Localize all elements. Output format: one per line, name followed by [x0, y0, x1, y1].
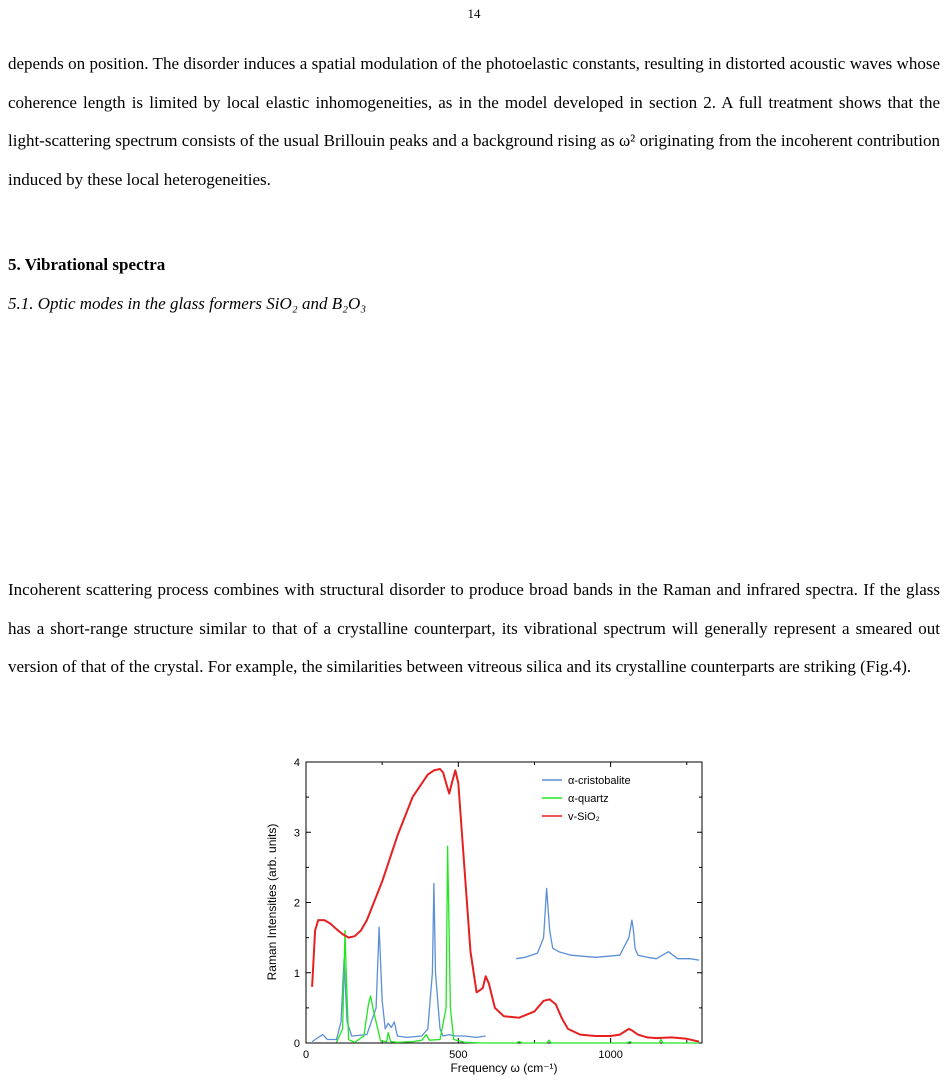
legend-label: α-cristobalite	[568, 775, 631, 787]
axis-ticks	[294, 757, 702, 1061]
plot-frame	[306, 762, 702, 1043]
legend	[542, 775, 631, 823]
series-line-1	[312, 884, 699, 1042]
raman-spectra-figure	[262, 750, 722, 1092]
section-heading: 5. Vibrational spectra	[8, 255, 166, 274]
y-tick-label: 1	[293, 967, 300, 980]
series-layer	[312, 769, 699, 1043]
y-axis-label: Raman Intensities (arb. units)	[265, 823, 279, 981]
x-tick-label: 500	[449, 1049, 468, 1061]
legend-label: v-SiO₂	[568, 811, 600, 823]
y-tick-label: 2	[293, 897, 300, 910]
page-number: 14	[467, 6, 481, 21]
body-paragraph-2: Incoherent scattering process combines with structural disorder to produce broad bands in the Raman and infrared spectra. If the glass has a short-range structure similar to that of a crystalline counterpart, its vibrational spectrum will generally represent a smeared out version of that of the crystal. For example, the similarities between vitreous silica and its crystalline counterparts are striking (Fig.4).	[8, 580, 940, 677]
subsection-heading: 5.1. Optic modes in the glass formers SiO₂ and B₂O₃	[8, 294, 367, 313]
y-tick-label: 4	[293, 757, 300, 769]
series-line-2	[337, 846, 700, 1043]
y-tick-label: 0	[293, 1038, 300, 1050]
x-tick-label: 1000	[598, 1049, 623, 1061]
x-axis-label: Frequency ω (cm⁻¹)	[450, 1061, 558, 1075]
legend-label: α-quartz	[568, 793, 609, 805]
series-line-3	[312, 769, 699, 1042]
y-tick-label: 3	[293, 827, 300, 840]
x-tick-label: 0	[302, 1049, 310, 1061]
body-paragraph-1: depends on position. The disorder induces a spatial modulation of the photoelastic constants, resulting in distorted acoustic waves whose coherence length is limited by local elastic inhomogeneities, as in the model developed in section 2. A full treatment shows that the light-scattering spectrum consists of the usual Brillouin peaks and a background rising as ω² originating from the incoherent contribution induced by these local heterogeneities.	[8, 54, 940, 190]
